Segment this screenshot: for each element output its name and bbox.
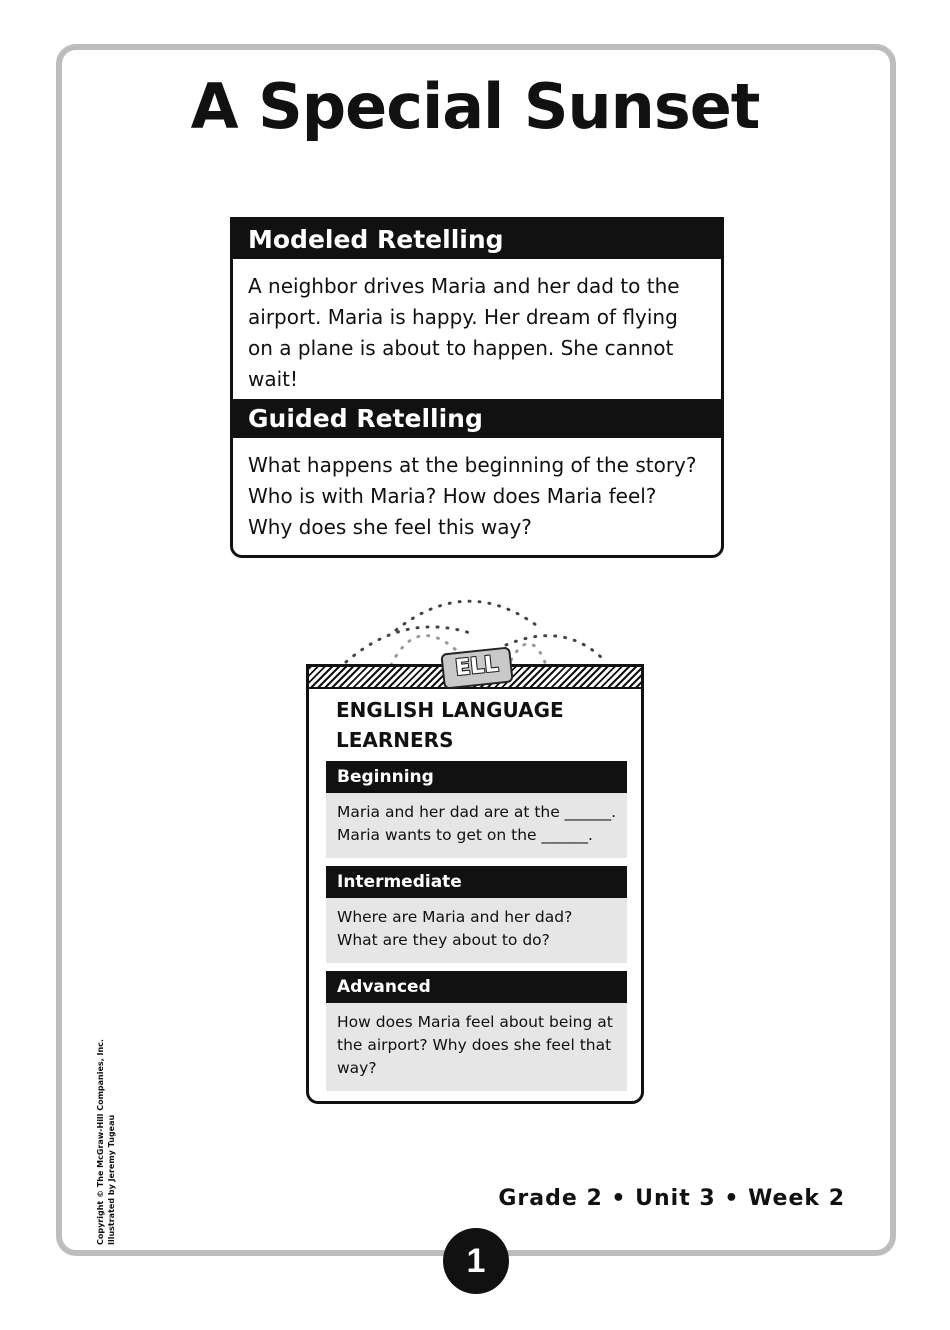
ell-beginning-line-2: Maria wants to get on the ______. xyxy=(337,826,593,844)
ell-card xyxy=(306,590,646,1110)
ell-intermediate-heading: Intermediate xyxy=(326,866,627,898)
page-title: A Special Sunset xyxy=(190,70,760,143)
illustrator-line: Illustrated by Jeremy Tugeau xyxy=(107,1114,116,1245)
ell-advanced-section xyxy=(326,971,627,1091)
retelling-box xyxy=(230,217,724,558)
copyright-notice xyxy=(95,1039,117,1245)
ell-title: ENGLISH LANGUAGE LEARNERS xyxy=(336,698,564,752)
ell-box xyxy=(306,664,644,1104)
guided-retelling-text: What happens at the beginning of the story? Who is with Maria? How does Maria feel? Why does she feel this way? xyxy=(248,453,697,539)
guided-retelling-heading: Guided Retelling xyxy=(233,399,721,438)
ell-badge-icon: ELL xyxy=(440,646,513,689)
modeled-retelling-heading: Modeled Retelling xyxy=(233,220,721,259)
grade-unit-week: Grade 2 • Unit 3 • Week 2 xyxy=(498,1186,845,1211)
ell-beginning-line-1: Maria and her dad are at the ______. xyxy=(337,803,617,821)
modeled-retelling-text: A neighbor drives Maria and her dad to the airport. Maria is happy. Her dream of flying on a plane is about to happen. She cannot wait! xyxy=(248,274,680,391)
ell-beginning-heading: Beginning xyxy=(326,761,627,793)
ell-beginning-text xyxy=(326,793,627,858)
ell-intermediate-section xyxy=(326,866,627,963)
copyright-line: Copyright © The McGraw-Hill Companies, Inc. xyxy=(96,1039,105,1245)
ell-beginning-section xyxy=(326,761,627,858)
page-number: 1 xyxy=(443,1228,509,1294)
ell-intermediate-text: Where are Maria and her dad? What are they about to do? xyxy=(326,898,627,963)
ell-advanced-text: How does Maria feel about being at the airport? Why does she feel that way? xyxy=(326,1003,627,1091)
ell-advanced-heading: Advanced xyxy=(326,971,627,1003)
